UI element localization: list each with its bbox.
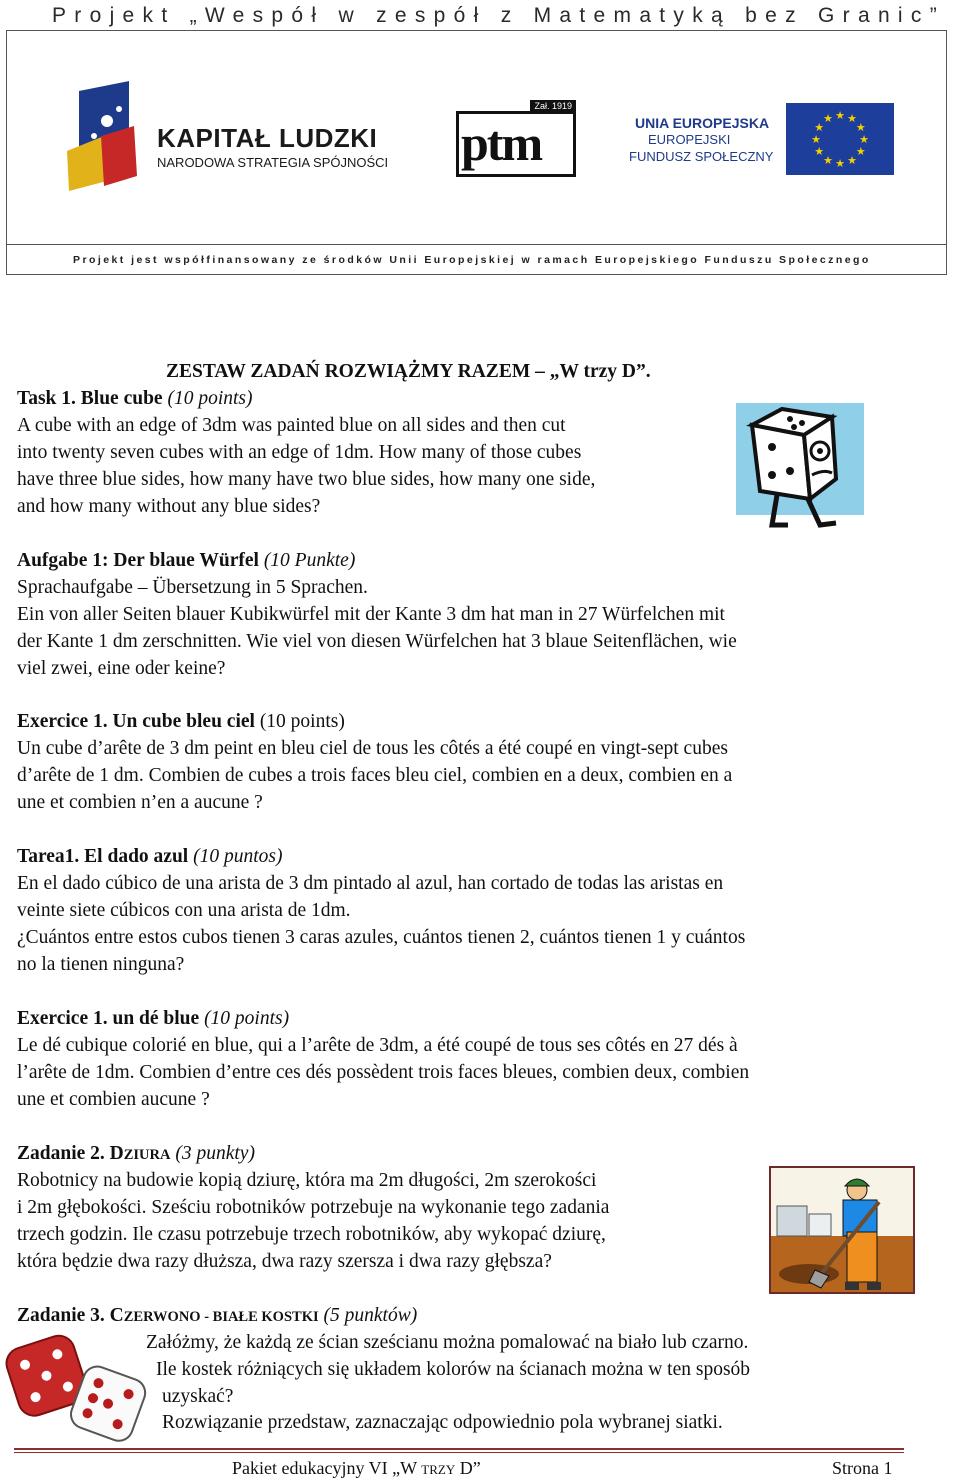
ue-logo-line2: EUROPEJSKI	[648, 132, 731, 147]
task1-en-heading: Task 1. Blue cube (10 points)	[17, 388, 253, 409]
eu-star-icon: ★	[855, 146, 866, 158]
task3-line3: uzyskać?	[162, 1386, 234, 1407]
header-title: Projekt „Wespół w zespół z Matematyką bez Granic”	[52, 4, 945, 27]
page-number: Strona 1	[832, 1458, 893, 1478]
eu-star-icon: ★	[855, 122, 866, 134]
eu-star-icon: ★	[859, 134, 869, 146]
eu-star-icon: ★	[835, 158, 845, 170]
eu-star-icon: ★	[847, 154, 857, 167]
task1-de-heading: Aufgabe 1: Der blaue Würfel (10 Punkte)	[17, 550, 356, 571]
eu-star-icon: ★	[823, 113, 833, 126]
kapital-ludzki-title: KAPITAŁ LUDZKI	[157, 123, 378, 153]
task3-line1: Załóżmy, że każdą ze ścian sześcianu można pomalować na biało lub czarno.	[146, 1332, 749, 1353]
task1-fr-text: Un cube d’arête de 3 dm peint en bleu ciel de tous les côtés a été coupé en vingt-sept cubes d’arête de 1 dm. Combien de cubes a trois faces bleu ciel, combien en a deux, combien en a une et combien n’en a aucune ?	[17, 738, 733, 813]
ue-logo-line1: UNIA EUROPEJSKA	[635, 115, 770, 131]
eu-star-icon: ★	[823, 154, 833, 167]
dice-icon	[4, 1332, 150, 1442]
task1-de-text: Sprachaufgabe – Übersetzung in 5 Sprachen. Ein von aller Seiten blauer Kubikwürfel mit der Kante 3 dm hat man in 27 Würfelchen mit der Kante 1 dm zerschnitten. Wie viel von diesen Würfelchen hat 3 blaue Seitenflächen, wie viel zwei, eine oder keine?	[17, 577, 737, 679]
eu-flag-icon	[786, 103, 894, 175]
task1-es-text: En el dado cúbico de una arista de 3 dm pintado al azul, han cortado de todas las aristas en veinte siete cúbicos con una arista de 1dm. ¿Cuántos entre estos cubos tienen 3 caras azules, cuántos tienen 2, cuántos tienen 1 y cuántos no la tienen ninguna?	[17, 873, 746, 975]
eu-star-icon: ★	[814, 122, 825, 134]
page-title: ZESTAW ZADAŃ ROZWIĄŻMY RAZEM – „W trzy D”.	[166, 361, 651, 382]
ue-logo-line3: FUNDUSZ SPOŁECZNY	[629, 149, 774, 164]
task1-fr-heading: Exercice 1. Un cube bleu ciel (10 points)	[17, 711, 345, 732]
task3-line2: Ile kostek różniących się układem kolorów na ścianach można w ten sposób	[156, 1359, 751, 1380]
digging-worker-icon	[769, 1166, 915, 1294]
task2-heading: Zadanie 2. DZIURA (3 punkty)	[17, 1143, 255, 1164]
task2-text: Robotnicy na budowie kopią dziurę, która ma 2m długości, 2m szerokości i 2m głębokości. Sześciu robotników potrzebuje na wykonanie tego zadania trzech godzin. Ile czasu potrzebuje trzech robotników, aby wykopać dziurę, która będzie dwa razy dłuższa, dwa razy szersza i dwa razy głębsza?	[17, 1170, 610, 1272]
task1-fr2-heading: Exercice 1. un dé blue (10 points)	[17, 1008, 290, 1029]
banner-caption: Projekt jest współfinansowany ze środków Unii Europejskiej w ramach Europejskiego Funduszu Społecznego	[73, 254, 871, 266]
kapital-ludzki-subtitle: NARODOWA STRATEGIA SPÓJNOŚCI	[157, 155, 389, 170]
kapital-ludzki-logo-icon	[59, 81, 139, 196]
eu-star-icon: ★	[847, 113, 857, 126]
eu-star-icon: ★	[814, 146, 825, 158]
logo-banner	[6, 30, 947, 275]
task1-es-heading: Tarea1. El dado azul (10 puntos)	[17, 846, 283, 867]
cube-cartoon-icon	[732, 395, 867, 533]
ptm-logo: ptm Zał. 1919	[456, 111, 576, 177]
footer-rule	[14, 1448, 904, 1450]
eu-star-icon: ★	[811, 134, 821, 146]
task1-en-text: A cube with an edge of 3dm was painted blue on all sides and then cut into twenty seven cubes with an edge of 1dm. How many of those cubes have three blue sides, how many have two blue sides, how many one side, and how many without any blue sides?	[17, 415, 596, 517]
footer-title: Pakiet edukacyjny VI „W TRZY D”	[232, 1458, 481, 1478]
task3-line4: Rozwiązanie przedstaw, zaznaczając odpowiednio pola wybranej siatki.	[162, 1412, 723, 1433]
task1-fr2-text: Le dé cubique colorié en blue, qui a l’arête de 3dm, a été coupé de tous ses côtés en 27 dés à l’arête de 1dm. Combien d’entre ces dés possèdent trois faces bleues, combien deux, combien une et combien aucune ?	[17, 1035, 750, 1110]
task3-heading: Zadanie 3. CZERWONO - BIAŁE KOSTKI (5 punktów)	[17, 1305, 418, 1326]
eu-star-icon: ★	[835, 110, 845, 122]
